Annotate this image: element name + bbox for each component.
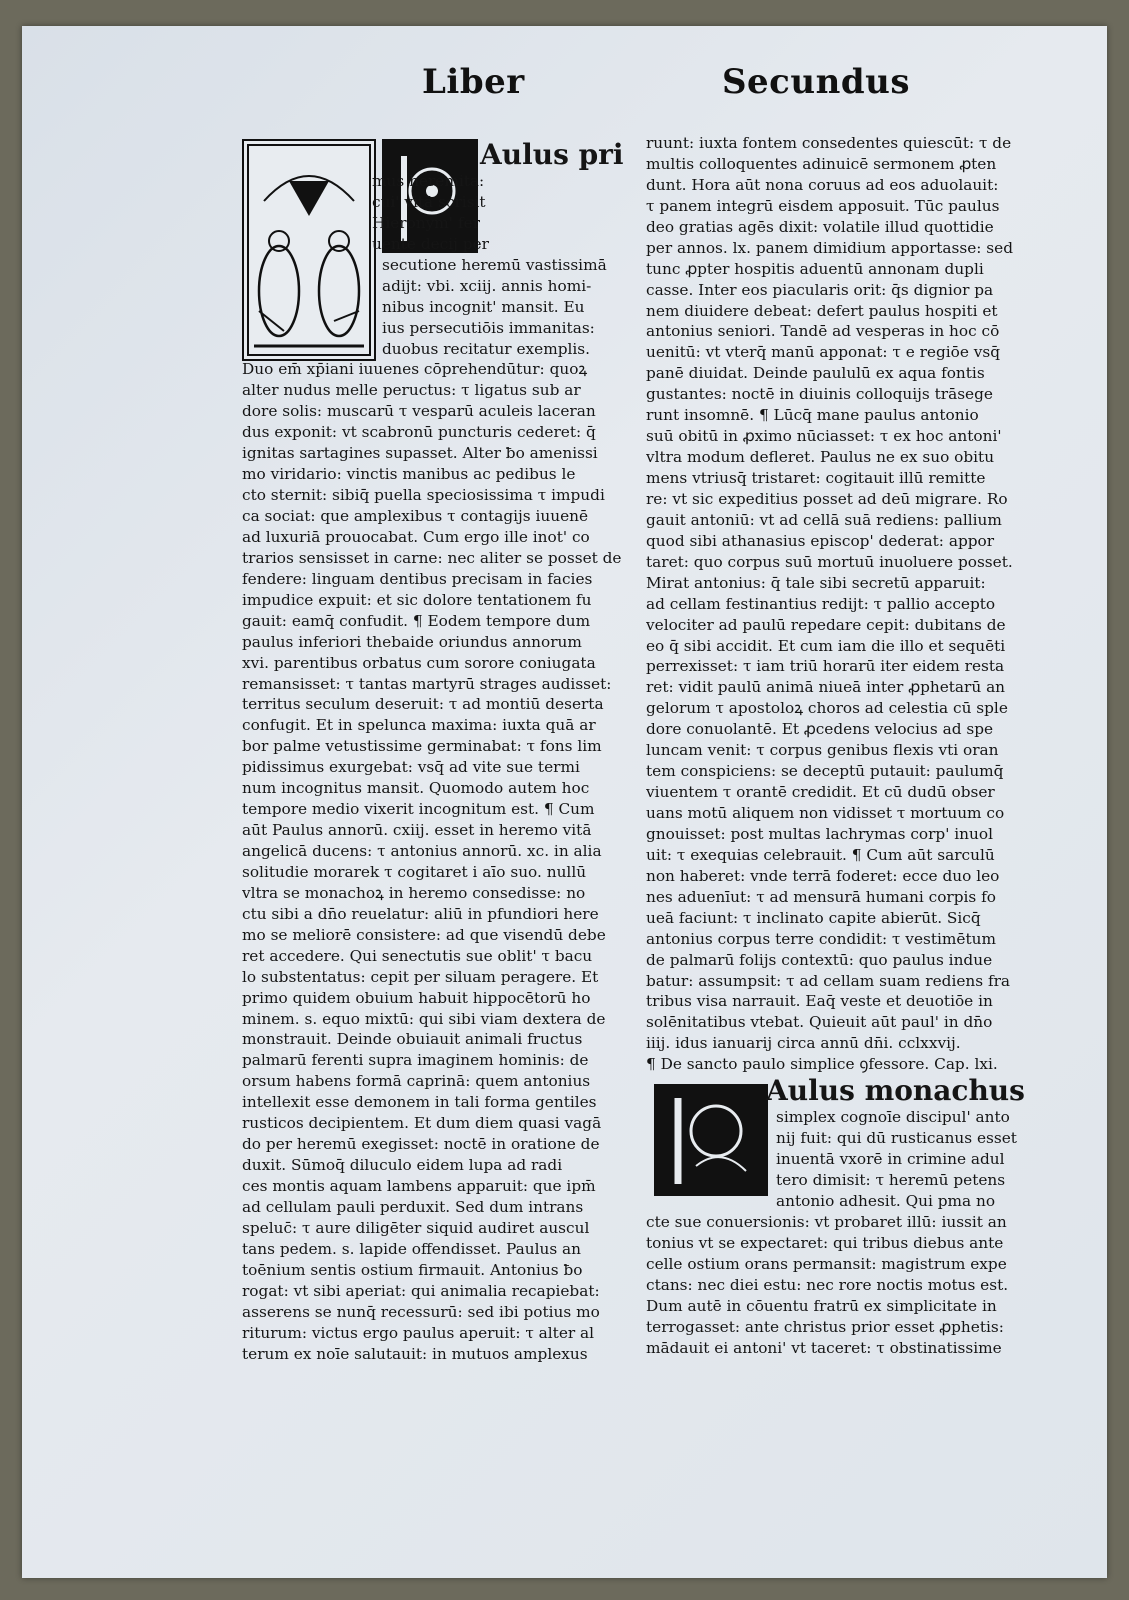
- text-line: ctu sibi a dn̄o reuelatur: aliū in pfundiori here: [242, 904, 599, 923]
- right-column: [646, 133, 1046, 1358]
- text-line: dore solis: muscarū τ vesparū aculeis laceran: [242, 402, 596, 421]
- text-line: palmarū ferenti supra imaginem hominis: de: [242, 1051, 589, 1070]
- opening-line: mus heremita:: [372, 172, 485, 190]
- text-line: deo gratias agēs dixit: volatile illud quottidie: [646, 217, 994, 236]
- text-line: tunc ꝓpter hospitis aduentū annonam dupli: [646, 259, 984, 278]
- text-line: iiij. idus ianuarij circa annū dn̄i. cclxxvij.: [646, 1034, 961, 1053]
- text-line: confugit. Et in spelunca maxima: iuxta quā ar: [242, 716, 596, 735]
- text-line: alter nudus melle peructus: τ ligatus sub ar: [242, 381, 581, 400]
- text-line: ad luxuriā prouocabat. Cum ergo ille inot' co: [242, 527, 590, 546]
- text-line: velociter ad paulū repedare cepit: dubitans de: [646, 615, 1006, 634]
- text-line: multis colloquentes adinuicē sermonem ꝓten: [646, 154, 997, 173]
- opening-line: Hieronym' fer: [372, 213, 480, 232]
- text-line: intellexit esse demonem in tali forma gentiles: [242, 1093, 597, 1112]
- text-line: tem conspiciens: se deceptū putauit: paulumq̄: [646, 762, 1004, 781]
- text-line: terum ex noīe salutauit: in mutuos amplexus: [242, 1344, 588, 1363]
- text-line: riturum: victus ergo paulus aperuit: τ alter al: [242, 1323, 595, 1342]
- text-line: tempore medio vixerit incognitum est. ¶ Cum: [242, 800, 595, 819]
- text-line: orsum habens formā caprinā: quem antonius: [242, 1072, 591, 1091]
- text-line: rogat: vt sibi aperiat: qui animalia recapiebat:: [242, 1281, 600, 1300]
- opening-line: simplex cognoīe discipul' anto: [776, 1108, 1010, 1127]
- text-line: mens vtriusq̄ tristaret: cogitauit illū remitte: [646, 469, 986, 487]
- text-line: ca sociat: que amplexibus τ contagijs iuuenē: [242, 507, 589, 525]
- text-line: taret: quo corpus suū mortuū inuoluere posset.: [646, 552, 1013, 571]
- text-line: Dum autē in cōuentu fratrū ex simplicitate in: [646, 1296, 997, 1315]
- text-line: suū obitū in ꝓximo nūciasset: τ ex hoc antoni': [646, 427, 1002, 446]
- text-line: ces montis aquam lambens apparuit: que ipm̄: [242, 1177, 596, 1195]
- running-head-right: Secundus: [722, 62, 910, 102]
- opening-line: antonio adhesit. Qui pma no: [776, 1191, 996, 1210]
- opening-line: nij fuit: qui dū rusticanus esset: [776, 1129, 1017, 1148]
- text-line: panē diuidat. Deinde paululū ex aqua fontis: [646, 364, 985, 383]
- text-line: num incognitus mansit. Quomodo autem hoc: [242, 779, 590, 798]
- opening-line: duobus recitatur exemplis.: [382, 339, 591, 358]
- text-line: toēnium sentis ostium firmauit. Antonius ƀo: [242, 1260, 583, 1279]
- text-line: tans pedem. s. lapide offendisset. Paulus an: [242, 1239, 582, 1258]
- text-line: dus exponit: vt scabronū puncturis cederet: q̄: [242, 423, 596, 442]
- text-line: re: vt sic expeditius posset ad deū migrare. Ro: [646, 489, 1008, 508]
- text-line: asserens se nunq̄ recessurū: sed ibi potius mo: [242, 1302, 600, 1321]
- text-line: non haberet: vnde terrā foderet: ecce duo leo: [646, 866, 1000, 885]
- text-line: mo se meliorē consistere: ad que visendū debe: [242, 925, 606, 944]
- opening-words: Aulus pri: [480, 139, 624, 171]
- text-line: celle ostium orans permansit: magistrum expe: [646, 1254, 1007, 1273]
- text-line: ad cellam festinantius redijt: τ pallio accepto: [646, 594, 996, 613]
- text-line: dore conuolantē. Et ꝓcedens velocius ad spe: [646, 720, 994, 739]
- text-line: τ panem integrū eisdem apposuit. Tūc paulus: [646, 196, 1000, 215]
- text-line: viuentem τ orantē credidit. Et cū dudū obser: [646, 783, 995, 802]
- text-line: quod sibi athanasius episcop' dederat: appor: [646, 531, 995, 550]
- text-line: uans motū aliquem non vidisset τ mortuum co: [646, 804, 1005, 822]
- text-line: gauit antoniū: vt ad cellā suā rediens: pallium: [646, 510, 1002, 529]
- text-line: fendere: linguam dentibus precisam in facies: [242, 569, 593, 588]
- text-line: Mirat antonius: q̄ tale sibi secretū apparuit:: [646, 573, 986, 592]
- text-line: primo quidem obuium habuit hippocētorū ho: [242, 988, 591, 1007]
- text-line: mādauit ei antoni' vt taceret: τ obstinatissime: [646, 1338, 1002, 1357]
- text-line: territus seculum deseruit: τ ad montiū deserta: [242, 695, 604, 714]
- text-line: monstrauit. Deinde obuiauit animali fructus: [242, 1030, 583, 1049]
- text-line: luncam venit: τ corpus genibus flexis vti oran: [646, 741, 999, 760]
- opening-line: nibus incognit' mansit. Eu: [382, 297, 585, 316]
- text-line: terrogasset: ante christus prior esset ꝓphetis:: [646, 1317, 1004, 1336]
- text-line: ruunt: iuxta fontem consedentes quiescūt: τ de: [646, 134, 1012, 152]
- text-line: remansisset: τ tantas martyrū strages audisset:: [242, 674, 612, 693]
- opening-line: adijt: vbi. xciij. annis homi-: [382, 276, 592, 295]
- text-line: ignitas sartagines supasset. Alter ƀo amenissi: [242, 444, 598, 463]
- left-column: [242, 139, 626, 1364]
- text-line: dunt. Hora aūt nona coruus ad eos aduolauit:: [646, 175, 999, 194]
- text-line: ret accedere. Qui senectutis sue oblit' τ bacu: [242, 946, 593, 965]
- second-opening-words: Aulus monachus: [766, 1075, 1025, 1108]
- text-line: nes aduenīut: τ ad mensurā humani corpis fo: [646, 887, 996, 906]
- text-line: uit: τ exequias celebrauit. ¶ Cum aūt sarculū: [646, 845, 995, 864]
- text-line: batur: assumpsit: τ ad cellam suam rediens fra: [646, 971, 1011, 990]
- text-line: cto sternit: sibiq̄ puella speciosissima τ impudi: [242, 486, 605, 505]
- text-line: per annos. lx. panem dimidium apportasse: sed: [646, 238, 1013, 257]
- text-line: de palmarū folijs contextū: quo paulus indue: [646, 950, 993, 969]
- text-line: ueā faciunt: τ inclinato capite abierūt. Sicq̄: [646, 908, 981, 927]
- text-line: mo viridario: vinctis manibus ac pedibus le: [242, 465, 576, 484]
- text-line: ¶ De sancto paulo simplice ꝯfessore. Cap. lxi.: [646, 1055, 998, 1074]
- opening-line: tero dimisit: τ heremū petens: [776, 1171, 1006, 1189]
- text-line: gnouisset: post multas lachrymas corp' inuol: [646, 824, 993, 843]
- text-line: runt insomnē. ¶ Lūcq̄ mane paulus antonio: [646, 406, 979, 425]
- text-line: speluc̄: τ aure diligēter siquid audiret auscul: [242, 1218, 590, 1237]
- text-line: antonius seniori. Tandē ad vesperas in hoc cō: [646, 322, 1000, 341]
- text-line: gustantes: noctē in diuinis colloquijs trāsege: [646, 385, 993, 404]
- opening-line: inuentā vxorē in crimine adul: [776, 1150, 1005, 1169]
- opening-line: cui' vitā scrisit: [372, 192, 486, 211]
- text-line: gauit: eamq̄ confudit. ¶ Eodem tempore dum: [242, 611, 591, 630]
- running-head-left: Liber: [422, 62, 525, 102]
- text-line: ret: vidit paulū animā niueā inter ꝓphetarū an: [646, 678, 1006, 697]
- text-line: gelorum τ apostoloꝝ choros ad celestia cū sple: [646, 699, 1008, 718]
- text-line: perrexisset: τ iam triū horarū iter eidem resta: [646, 657, 1005, 676]
- text-line: uenitū: vt vterq̄ manū apponat: τ e regiōe vsq̄: [646, 343, 1001, 362]
- text-line: eo q̄ sibi accidit. Et cum iam die illo et sequēti: [646, 636, 1006, 655]
- text-line: lo substentatus: cepit per siluam peragere. Et: [242, 967, 599, 986]
- text-line: pidissimus exurgebat: vsq̄ ad vite sue termi: [242, 758, 580, 777]
- text-line: angelicā ducens: τ antonius annorū. xc. in alia: [242, 842, 602, 860]
- opening-line: ius persecutiōis immanitas:: [382, 318, 595, 337]
- text-line: tribus visa narrauit. Eaq̄ veste et deuotiōe in: [646, 992, 993, 1011]
- opening-line: uente decij per: [372, 234, 489, 253]
- text-line: ad cellulam pauli perduxit. Sed dum intrans: [242, 1197, 584, 1216]
- text-line: rusticos decipientem. Et dum diem quasi vagā: [242, 1114, 602, 1133]
- text-line: cte sue conuersionis: vt probaret illū: iussit an: [646, 1212, 1007, 1231]
- text-line: bor palme vetustissime germinabat: τ fons lim: [242, 737, 602, 756]
- text-line: vltra modum defleret. Paulus ne ex suo obitu: [646, 448, 995, 467]
- text-line: duxit. Sūmoq̄ diluculo eidem lupa ad radi: [242, 1156, 563, 1175]
- text-line: casse. Inter eos piacularis orit: q̄s dignior pa: [646, 280, 994, 299]
- text-line: nem diuidere debeat: defert paulus hospiti et: [646, 301, 998, 320]
- text-line: minem. s. equo mixtū: qui sibi viam dextera de: [242, 1009, 606, 1028]
- text-line: do per heremū exegisset: noctē in oratione de: [242, 1135, 600, 1154]
- text-line: paulus inferiori thebaide oriundus annorum: [242, 632, 582, 651]
- text-line: aūt Paulus annorū. cxiij. esset in heremo vitā: [242, 821, 592, 840]
- text-line: solēnitatibus vtebat. Quieuit aūt paul' in dn̄o: [646, 1013, 993, 1032]
- text-line: Duo em̄ xp̄iani iuuenes cōprehendūtur: quoꝝ: [242, 360, 588, 379]
- opening-line: secutione heremū vastissimā: [382, 255, 607, 274]
- text-line: solitudie morarek τ cogitaret i aīo suo. nullū: [242, 862, 587, 881]
- text-line: impudice expuit: et sic dolore tentationem fu: [242, 590, 592, 609]
- text-line: antonius corpus terre condidit: τ vestimētum: [646, 929, 996, 948]
- text-line: xvi. parentibus orbatus cum sorore coniugata: [242, 653, 596, 672]
- text-line: tonius vt se expectaret: qui tribus diebus ante: [646, 1233, 1004, 1252]
- text-line: ctans: nec diei estu: nec rore noctis motus est.: [646, 1275, 1009, 1294]
- text-line: trarios sensisset in carne: nec aliter se posset de: [242, 548, 622, 567]
- text-line: vltra se monachoꝝ in heremo consedisse: no: [242, 883, 586, 902]
